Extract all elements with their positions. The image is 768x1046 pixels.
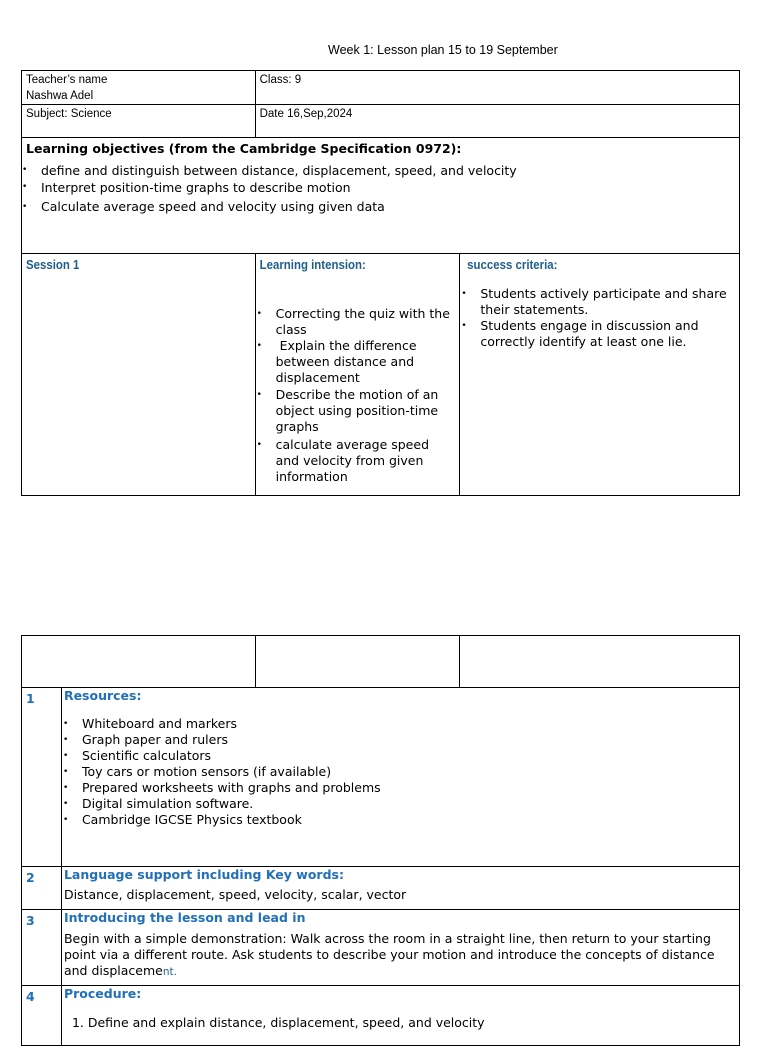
lesson-detail-table [21,635,740,1046]
section-number-text: 4 [26,989,35,1004]
intension-item: • Explain the difference between distance and displacement [257,338,456,386]
teacher-label: Teacher’s name [26,74,108,86]
language-cell [61,867,739,910]
intension-item: • calculate average speed and velocity from given information [257,437,456,485]
intension-list [257,306,456,485]
class-value: Class: 9 [259,74,302,86]
intro-heading: Introducing the lesson and lead in [63,910,306,925]
criteria-list [461,286,733,350]
resource-item: • Whiteboard and markers [63,716,739,732]
resource-item: • Graph paper and rulers [63,732,739,748]
intro-text-main: Begin with a simple demonstration: Walk across the room in a straight line, then return to your starting point via a different route. Ask students to describe your motion and introduce the concepts of distance and displaceme [63,931,715,978]
subject-value: Subject: Science [26,108,112,120]
subject-cell [22,105,256,138]
intension-item: • Describe the motion of an object using position-time graphs [257,387,456,435]
page-title: Week 1: Lesson plan 15 to 19 September [328,43,558,57]
resource-item: • Digital simulation software. [63,796,739,812]
intro-text [64,931,719,980]
resource-item: • Cambridge IGCSE Physics textbook [63,812,739,828]
procedure-step: 1. Define and explain distance, displacement, speed, and velocity [71,1015,485,1030]
criteria-cell [460,254,740,496]
teacher-name: Nashwa Adel [26,90,94,102]
resources-cell [61,688,739,867]
objectives-heading: Learning objectives (from the Cambridge Specification 0972): [26,141,462,156]
resource-item: • Scientific calculators [63,748,739,764]
resources-heading: Resources: [63,688,142,703]
objectives-list [22,162,739,218]
procedure-cell [61,986,739,1046]
date-cell [255,105,739,138]
intro-text-tail: nt. [162,966,177,978]
resources-list [63,716,739,828]
blank-cell [22,636,256,688]
class-cell [255,71,739,105]
intension-item: • Correcting the quiz with the class [257,306,456,338]
objectives-cell [22,138,740,254]
lesson-header-table [21,70,740,496]
section-number-text: 2 [26,870,35,885]
section-number-text: 1 [26,691,35,706]
objective-item: • define and distinguish between distance, displacement, speed, and velocity [22,162,739,179]
intro-cell [61,910,739,986]
blank-cell [255,636,460,688]
teacher-cell [22,71,256,105]
session-cell [22,254,256,496]
session-label: Session 1 [26,257,80,272]
section-number [22,688,62,867]
date-value: Date 16,Sep,2024 [259,108,353,120]
criteria-item: • Students actively participate and share their statements. [461,286,733,318]
criteria-item: • Students engage in discussion and correctly identify at least one lie. [461,318,733,350]
section-number-text: 3 [26,913,35,928]
blank-cell [460,636,740,688]
section-number [22,986,62,1046]
section-number [22,910,62,986]
objective-item: • Interpret position-time graphs to describe motion [22,179,739,196]
criteria-label: success criteria: [467,257,558,272]
intension-label: Learning intension: [259,257,366,272]
language-keywords: Distance, displacement, speed, velocity, scalar, vector [63,887,407,902]
resource-item: • Toy cars or motion sensors (if available) [63,764,739,780]
language-heading: Language support including Key words: [63,867,344,882]
objective-item: • Calculate average speed and velocity using given data [22,196,739,218]
section-number [22,867,62,910]
intension-cell [255,254,460,496]
procedure-heading: Procedure: [63,986,142,1001]
resource-item: • Prepared worksheets with graphs and problems [63,780,739,796]
